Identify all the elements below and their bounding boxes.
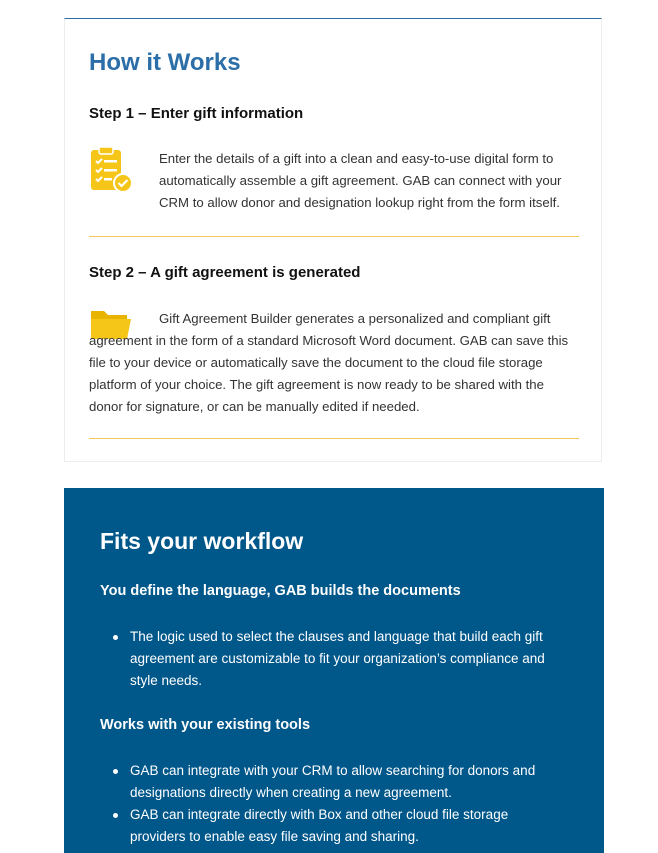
checklist-icon: [89, 146, 133, 199]
list-item: The logic used to select the clauses and language that build each gift agreement are customizable to fit your organization’s compliance and style needs.: [100, 626, 560, 692]
list-item: GAB can integrate directly with Box and other cloud file storage providers to enable easy file saving and sharing.: [100, 804, 560, 848]
step2-divider: [89, 438, 579, 439]
step1-heading: Step 1 – Enter gift information: [89, 105, 304, 122]
list-item: GAB can integrate with your CRM to allow searching for donors and designations directly when creating a new agreement.: [100, 760, 560, 804]
step2-text-content: Gift Agreement Builder generates a personalized and compliant gift agreement in the form of a standard Microsoft Word document. GAB can save this file to your device or automatically save the document to the cloud file storage platform of your choice. The gift agreement is now ready to be shared with the donor for signature, or can be manually edited if needed.: [89, 311, 569, 414]
workflow-title: Fits your workflow: [100, 528, 304, 554]
icon-spacer: [89, 308, 159, 330]
step2-text: [89, 308, 579, 418]
workflow-section1-list: [100, 626, 560, 692]
how-it-works-card: [64, 18, 602, 462]
step2-heading: Step 2 – A gift agreement is generated: [89, 264, 361, 281]
workflow-section1-heading: You define the language, GAB builds the documents: [100, 583, 461, 599]
step1-text: Enter the details of a gift into a clean and easy-to-use digital form to automatically assemble a gift agreement. GAB can connect with your CRM to allow donor and designation lookup right from the form itself.: [159, 151, 562, 210]
workflow-section2-heading: Works with your existing tools: [100, 717, 311, 733]
workflow-section2-list: [100, 760, 560, 848]
fits-workflow-panel: [64, 488, 604, 853]
how-it-works-title: How it Works: [89, 49, 241, 76]
step1-divider: [89, 236, 579, 237]
